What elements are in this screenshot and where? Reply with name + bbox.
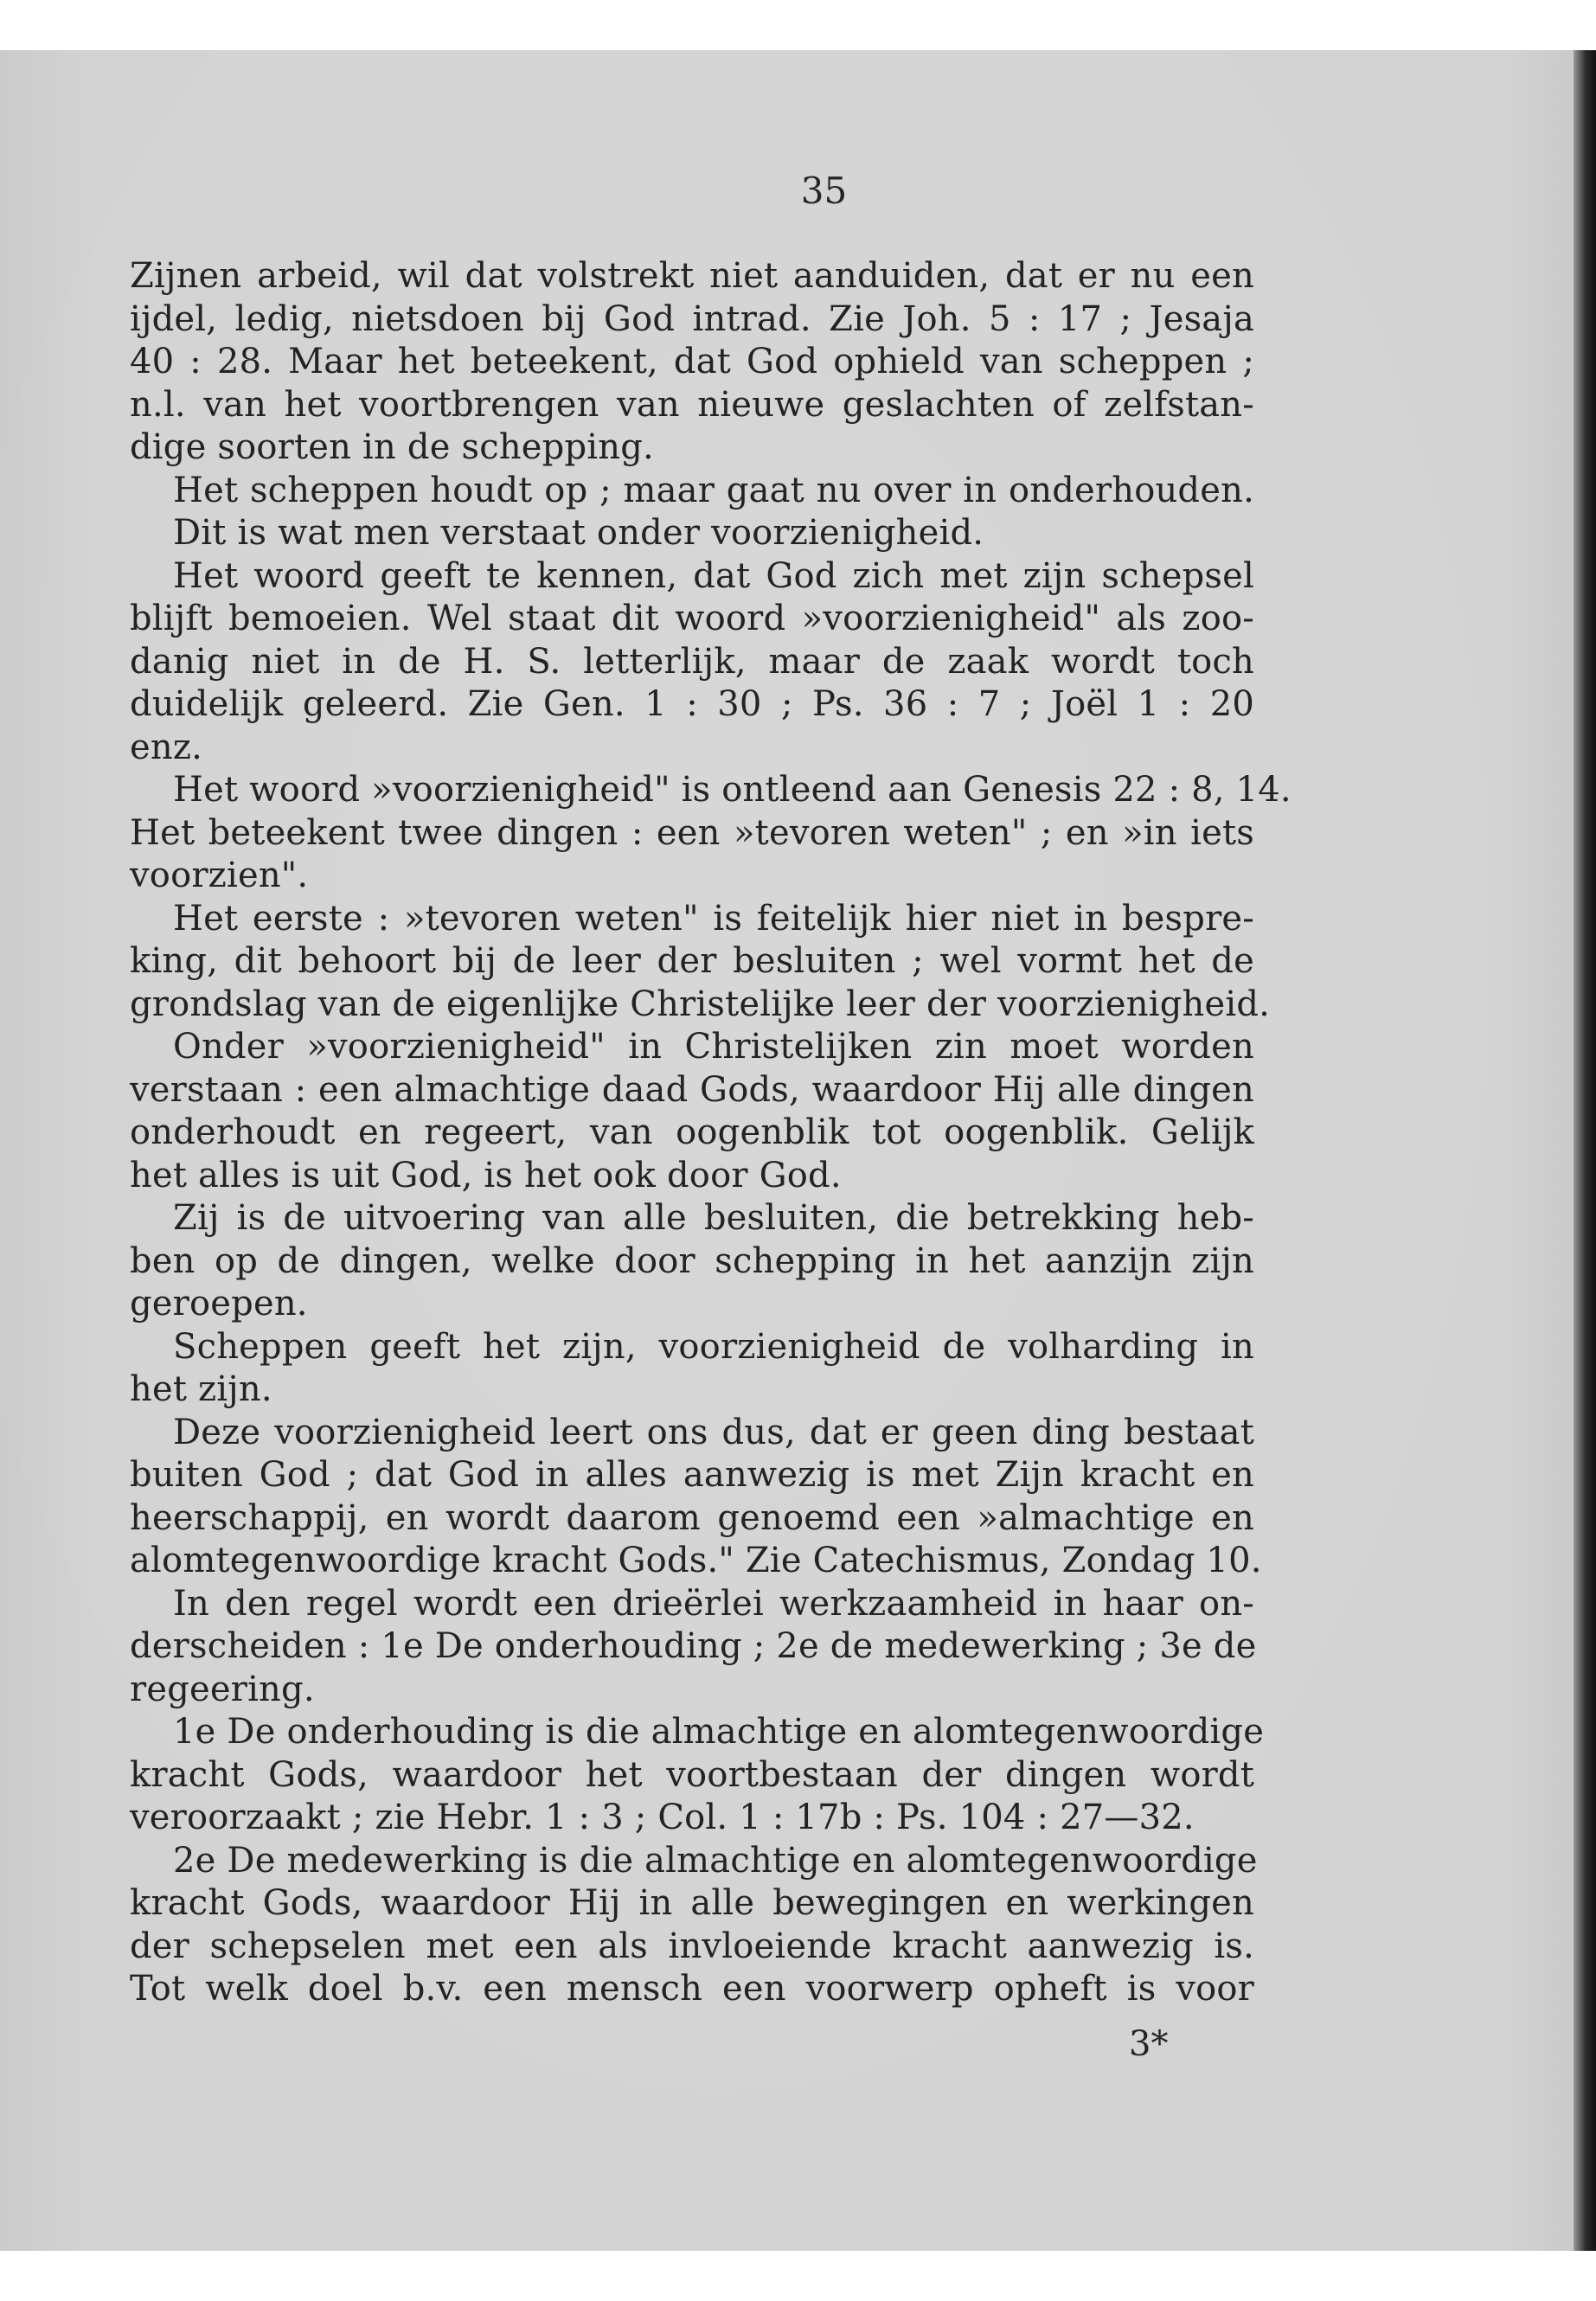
text-line: Het beteekent twee dingen : een »tevoren weten" ; en »in iets <box>130 812 1254 853</box>
body-text <box>130 255 1292 2011</box>
text-line: n.l. van het voortbrengen van nieuwe geslachten of zelfstan- <box>130 384 1254 425</box>
text-line: Scheppen geeft het zijn, voorzienigheid de volharding in <box>173 1326 1254 1367</box>
text-line: 40 : 28. Maar het beteekent, dat God ophield van scheppen ; <box>130 342 1254 381</box>
text-line: voorzien". <box>130 856 309 895</box>
text-line: het alles is uit God, is het ook door God. <box>130 1155 842 1195</box>
text-line: duidelijk geleerd. Zie Gen. 1 : 30 ; Ps. 36 : 7 ; Joël 1 : 20 <box>130 684 1254 724</box>
text-line: In den regel wordt een drieërlei werkzaamheid in haar on- <box>173 1583 1254 1624</box>
text-line: kracht Gods, waardoor Hij in alle bewegingen en werkingen <box>130 1883 1254 1923</box>
text-line: danig niet in de H. S. letterlijk, maar de zaak wordt toch <box>130 641 1254 682</box>
text-line: het zijn. <box>130 1369 272 1409</box>
text-line: 2e De medewerking is die almachtige en alomtegenwoordige <box>173 1840 1258 1881</box>
text-line: 1e De onderhouding is die almachtige en alomtegenwoordige <box>173 1712 1265 1752</box>
text-line: veroorzaakt ; zie Hebr. 1 : 3 ; Col. 1 : 17b : Ps. 104 : 27—32. <box>130 1798 1195 1837</box>
text-line: Onder »voorzienigheid" in Christelijken zin moet worden <box>173 1027 1254 1067</box>
text-line: Het woord geeft te kennen, dat God zich met zijn schepsel <box>173 555 1254 596</box>
text-line: ben op de dingen, welke door schepping in het aanzijn zijn <box>130 1240 1254 1281</box>
text-line: Het eerste : »tevoren weten" is feitelijk hier niet in bespre- <box>173 898 1254 939</box>
text-line: grondslag van de eigenlijke Christelijke leer der voorzienigheid. <box>130 984 1271 1024</box>
text-line: onderhoudt en regeert, van oogenblik tot oogenblik. Gelijk <box>130 1112 1254 1152</box>
text-line: buiten God ; dat God in alles aanwezig is met Zijn kracht en <box>130 1455 1254 1495</box>
book-spine-edge <box>1574 50 1596 2251</box>
text-line: Tot welk doel b.v. een mensch een voorwerp opheft is voor <box>130 1969 1254 2009</box>
text-line: der schepselen met een als invloeiende kracht aanwezig is. <box>130 1926 1254 1966</box>
text-line: Het scheppen houdt op ; maar gaat nu over in onderhouden. <box>173 470 1254 510</box>
text-line: ijdel, ledig, nietsdoen bij God intrad. Zie Joh. 5 : 17 ; Jesaja <box>130 298 1254 339</box>
text-line: kracht Gods, waardoor het voortbestaan der dingen wordt <box>130 1754 1254 1795</box>
text-line: dige soorten in de schepping. <box>130 427 654 467</box>
text-line: Het woord »voorzienigheid" is ontleend aan Genesis 22 : 8, 14. <box>173 770 1292 810</box>
text-line: enz. <box>130 727 203 767</box>
text-line: Dit is wat men verstaat onder voorzienigheid. <box>173 513 984 553</box>
text-line: heerschappij, en wordt daarom genoemd een »almachtige en <box>130 1497 1254 1538</box>
text-line: king, dit behoort bij de leer der besluiten ; wel vormt het de <box>130 941 1254 981</box>
text-line: Zij is de uitvoering van alle besluiten, die betrekking heb- <box>173 1198 1254 1238</box>
signature-mark: 3* <box>1129 2024 1169 2064</box>
text-line: derscheiden : 1e De onderhouding ; 2e de medewerking ; 3e de <box>130 1626 1257 1666</box>
text-line: alomtegenwoordige kracht Gods." Zie Catechismus, Zondag 10. <box>130 1541 1262 1580</box>
text-line: Zijnen arbeid, wil dat volstrekt niet aanduiden, dat er nu een <box>130 256 1254 296</box>
text-line: geroepen. <box>130 1284 308 1324</box>
text-line: blijft bemoeien. Wel staat dit woord »voorzienigheid" als zoo- <box>130 599 1254 638</box>
text-line: Deze voorzienigheid leert ons dus, dat er geen ding bestaat <box>173 1412 1254 1452</box>
text-line: regeering. <box>130 1669 315 1709</box>
text-line: verstaan : een almachtige daad Gods, waardoor Hij alle dingen <box>130 1069 1254 1110</box>
page-number: 35 <box>800 170 848 212</box>
